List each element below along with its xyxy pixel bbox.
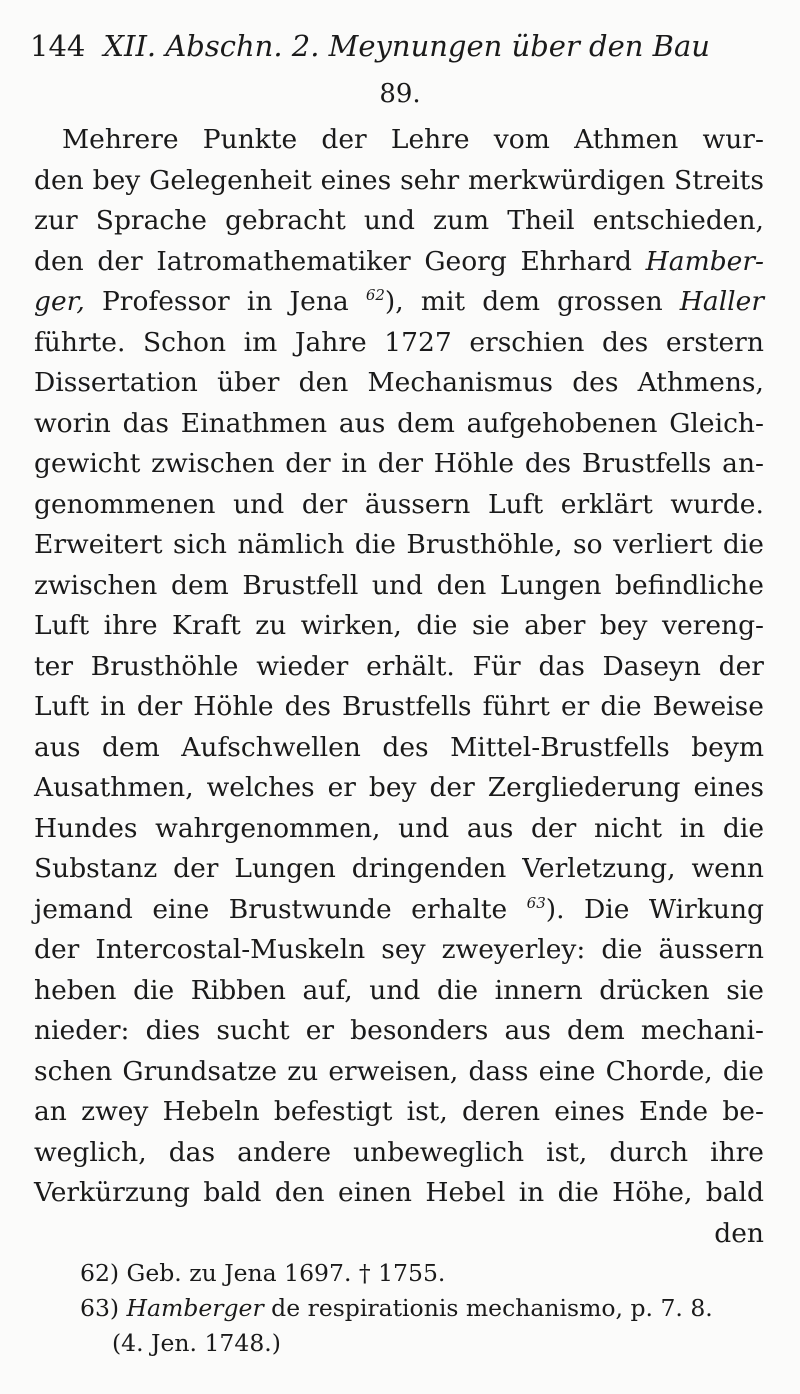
- word: die: [600, 691, 642, 722]
- word: Erweitert: [34, 529, 163, 560]
- word: die: [354, 529, 396, 560]
- word: Für: [472, 650, 521, 682]
- word: wahrgenommen,: [155, 812, 381, 844]
- text-line: [34, 606, 764, 647]
- word: das: [538, 650, 585, 682]
- word: Daseyn: [602, 650, 701, 682]
- word: Georg: [424, 245, 507, 277]
- word: in: [341, 448, 367, 479]
- word: vom: [493, 124, 550, 155]
- word: Intercostal-Muskeln: [95, 934, 366, 965]
- word: der: [530, 812, 577, 844]
- word: erstern: [665, 326, 764, 358]
- word: worin: [34, 407, 111, 439]
- text-line: [34, 687, 764, 728]
- word: aus: [466, 812, 514, 844]
- word: Die: [584, 893, 630, 925]
- word: an: [34, 1096, 67, 1127]
- word: Hamber-: [645, 245, 764, 277]
- word: die: [436, 974, 479, 1006]
- word: Hebel: [425, 1177, 506, 1208]
- word: des: [382, 731, 429, 763]
- word: mechani-: [640, 1015, 764, 1046]
- word: zu: [255, 610, 287, 641]
- word: Höhe,: [612, 1177, 693, 1208]
- word: sich: [173, 529, 227, 560]
- word: Brustfells: [342, 691, 472, 722]
- word: wenn: [691, 853, 764, 884]
- word: Zergliederung: [487, 772, 681, 803]
- word: über: [217, 367, 280, 398]
- word: sie: [726, 974, 764, 1006]
- word: sie: [471, 610, 510, 641]
- word: der: [136, 691, 183, 722]
- word: aus: [338, 407, 386, 439]
- footnote-63-continued-text: (4. Jen. 1748.): [112, 1329, 281, 1357]
- word: erschien: [469, 326, 585, 358]
- word: wirken,: [300, 610, 402, 641]
- word: er: [560, 691, 590, 722]
- word: wieder: [256, 650, 349, 682]
- word: Brustfells: [581, 448, 712, 479]
- word: gewicht: [34, 448, 141, 479]
- word: Brusthöhle,: [406, 529, 563, 560]
- word: ist,: [406, 1096, 448, 1127]
- word: Kraft: [172, 610, 241, 641]
- word: Substanz: [34, 853, 158, 884]
- word: im: [243, 326, 278, 358]
- word: nieder:: [34, 1015, 130, 1046]
- word: wur-: [702, 124, 764, 155]
- word: ger,: [34, 286, 85, 317]
- word: Jahre: [294, 326, 367, 358]
- word: die: [722, 529, 764, 560]
- word: aber: [524, 610, 586, 641]
- word: Brustwunde: [228, 893, 392, 925]
- section-number: 89.: [379, 79, 421, 109]
- word: bey: [368, 772, 417, 803]
- word: Ausathmen,: [34, 772, 194, 803]
- word: Schon: [142, 326, 227, 358]
- text-line: [34, 444, 764, 485]
- word: zweyerley:: [441, 934, 586, 965]
- word: aufgehobenen: [466, 407, 658, 439]
- word: in: [100, 691, 126, 722]
- word: und: [363, 205, 415, 236]
- word: des: [602, 326, 649, 358]
- word: und: [369, 974, 421, 1006]
- word: einen: [338, 1177, 412, 1208]
- word: der: [321, 124, 367, 155]
- text-line: [34, 323, 764, 364]
- word: bey: [599, 610, 648, 641]
- word: erhalte: [411, 893, 508, 925]
- word: des: [524, 448, 572, 479]
- word: dringenden: [351, 853, 507, 884]
- word: jemand: [34, 893, 133, 925]
- word: er: [305, 1015, 335, 1046]
- word: Brusthöhle: [90, 650, 239, 682]
- word: mit: [420, 286, 466, 317]
- word: Punkte: [202, 124, 298, 155]
- word: und: [398, 812, 450, 844]
- text-line: [34, 890, 764, 931]
- word: Gleich-: [669, 407, 764, 439]
- word: in: [246, 286, 273, 317]
- word: $^{63}$).: [526, 893, 565, 925]
- word: ist,: [546, 1136, 588, 1168]
- text-line: [34, 971, 764, 1012]
- footnote-63: [80, 1291, 770, 1326]
- word: Mittel-Brustfells: [450, 731, 670, 763]
- word: dem: [482, 286, 540, 317]
- text-line: [34, 728, 764, 769]
- word: auf,: [302, 974, 353, 1006]
- word: Hebeln: [162, 1096, 260, 1127]
- word: zur: [34, 205, 78, 236]
- word: an-: [722, 448, 764, 479]
- text-line: [34, 201, 764, 242]
- word: äussern: [658, 934, 764, 965]
- word: Ehrhard: [520, 245, 633, 277]
- word: den: [298, 367, 349, 398]
- word: bey: [92, 164, 141, 196]
- word: den: [34, 245, 84, 277]
- word: äussern: [364, 488, 471, 520]
- word: das: [122, 407, 170, 439]
- word: zwischen: [151, 448, 275, 479]
- word: Ende: [639, 1096, 709, 1127]
- text-line: [34, 1133, 764, 1174]
- word: aus: [34, 731, 81, 763]
- text-line: [34, 485, 764, 526]
- text-line: [34, 930, 764, 971]
- word: die: [133, 974, 175, 1006]
- word: gebracht: [225, 205, 346, 236]
- word: 1727: [384, 326, 452, 358]
- word: drücken: [599, 974, 710, 1006]
- word: dem: [101, 731, 160, 763]
- word: nämlich: [237, 529, 345, 560]
- word: dem: [397, 407, 455, 439]
- word: Haller: [679, 286, 764, 317]
- footnotes: [80, 1256, 770, 1361]
- word: so: [573, 529, 603, 560]
- text-line: [34, 404, 764, 445]
- word: eine: [538, 1055, 596, 1087]
- word: eines: [320, 164, 392, 196]
- word: Lehre: [390, 124, 470, 155]
- word: bald: [705, 1177, 764, 1208]
- text-line: [34, 120, 764, 161]
- word: merkwürdigen: [468, 164, 666, 196]
- word: dass: [468, 1055, 529, 1087]
- word: eines: [554, 1096, 625, 1127]
- word: Aufschwellen: [181, 731, 361, 763]
- text-line: [34, 647, 764, 688]
- text-line: [34, 363, 764, 404]
- word: der: [97, 245, 143, 277]
- word: ihre: [103, 610, 158, 641]
- word: in: [679, 812, 706, 844]
- page-number: 144: [30, 29, 86, 63]
- word: be-: [722, 1096, 764, 1127]
- word: und: [371, 569, 424, 601]
- word: sehr: [400, 164, 460, 196]
- word: Gelegenheit: [149, 164, 312, 196]
- word: deren: [461, 1096, 541, 1127]
- text-line: [34, 566, 764, 607]
- word: der: [301, 488, 348, 520]
- word: bald: [203, 1177, 262, 1208]
- word: besonders: [350, 1015, 489, 1046]
- word: Mehrere: [62, 124, 179, 155]
- word: befestigt: [273, 1096, 393, 1127]
- footnote-62: [80, 1256, 770, 1291]
- word: Verkürzung: [34, 1177, 190, 1208]
- word: nicht: [593, 812, 663, 844]
- word: eine: [152, 893, 210, 925]
- word: Theil: [507, 205, 575, 236]
- word: der: [285, 448, 331, 479]
- word: Verletzung,: [522, 853, 676, 884]
- word: welches: [206, 772, 315, 803]
- text-line: [34, 1173, 764, 1214]
- word: $^{62}$),: [365, 286, 404, 317]
- running-title: XII. Abschn. 2. Meynungen über den Bau: [103, 29, 710, 63]
- word: Luft: [34, 610, 90, 641]
- text-line: [34, 768, 764, 809]
- word: des: [572, 367, 619, 398]
- word: ihre: [710, 1136, 764, 1168]
- word: genommenen: [34, 488, 216, 520]
- word: des: [284, 691, 331, 722]
- word: Athmens,: [637, 367, 764, 398]
- word: dem: [171, 569, 229, 601]
- word: erweisen,: [328, 1055, 459, 1087]
- word: die: [416, 610, 458, 641]
- word: Wirkung: [648, 893, 764, 925]
- body-text: [34, 120, 764, 1254]
- word: der: [173, 853, 219, 884]
- word: zum: [433, 205, 490, 236]
- word: Brustfell: [242, 569, 359, 601]
- word: entschieden,: [592, 205, 764, 236]
- word: wurde.: [670, 488, 764, 520]
- text-line: [34, 1092, 764, 1133]
- text-line: [34, 282, 764, 323]
- word: Beweise: [652, 691, 764, 722]
- word: erklärt: [560, 488, 653, 520]
- word: sucht: [216, 1015, 290, 1046]
- word: und: [233, 488, 285, 520]
- word: die: [722, 1055, 764, 1087]
- word: in: [518, 1177, 545, 1208]
- word: zwey: [81, 1096, 149, 1127]
- word: führte.: [34, 326, 126, 358]
- word: Athmen: [574, 124, 679, 155]
- word: grossen: [557, 286, 663, 317]
- word: schen: [34, 1055, 113, 1087]
- word: beym: [691, 731, 764, 763]
- word: den: [274, 1177, 325, 1208]
- word: führt: [482, 691, 550, 722]
- word: aus: [504, 1015, 551, 1046]
- text-line: [34, 849, 764, 890]
- word: der: [34, 934, 80, 965]
- word: den: [714, 1217, 764, 1249]
- word: ter: [34, 650, 73, 682]
- word: den: [34, 164, 84, 196]
- word: Höhle: [433, 448, 515, 479]
- word: Lungen: [499, 569, 602, 601]
- word: Luft: [487, 488, 544, 520]
- word: innern: [494, 974, 583, 1006]
- word: Professor: [101, 286, 230, 317]
- word: die: [601, 934, 643, 965]
- word: die: [722, 812, 764, 844]
- word: Jena: [289, 286, 349, 317]
- word: Lungen: [234, 853, 336, 884]
- word: Grundsatze: [122, 1055, 278, 1087]
- footnote-63-text: 63) Hamberger de respirationis mechanismo, p. 7. 8.: [80, 1294, 713, 1322]
- word: weglich,: [34, 1136, 147, 1168]
- word: der: [377, 448, 424, 479]
- word: Luft: [34, 691, 90, 722]
- word: er: [327, 772, 356, 803]
- word: durch: [609, 1136, 689, 1168]
- word: Einathmen: [180, 407, 328, 439]
- word: erhält.: [366, 650, 455, 682]
- word: befindliche: [615, 569, 764, 601]
- word: der: [429, 772, 475, 803]
- word: dem: [567, 1015, 625, 1046]
- word: dies: [145, 1015, 201, 1046]
- running-header: [30, 22, 710, 70]
- footnote-63-continued: [80, 1326, 770, 1361]
- text-line: [34, 1011, 764, 1052]
- word: vereng-: [662, 610, 764, 641]
- text-line: [34, 242, 764, 283]
- word: die: [557, 1177, 599, 1208]
- word: den: [436, 569, 487, 601]
- word: zu: [287, 1055, 319, 1087]
- word: heben: [34, 974, 117, 1006]
- word: Dissertation: [34, 367, 198, 398]
- word: Ribben: [190, 974, 286, 1006]
- word: Streits: [674, 164, 764, 196]
- footnote-62-text: 62) Geb. zu Jena 1697. † 1755.: [80, 1259, 446, 1287]
- word: andere: [237, 1136, 332, 1168]
- word: verliert: [613, 529, 713, 560]
- text-line: [34, 809, 764, 850]
- text-line: [34, 161, 764, 202]
- word: zwischen: [34, 569, 158, 601]
- word: Höhle: [193, 691, 274, 722]
- word: Hundes: [34, 812, 138, 844]
- word: Chorde,: [605, 1055, 713, 1087]
- text-line: [34, 1052, 764, 1093]
- text-line: [34, 1214, 764, 1255]
- word: Mechanismus: [367, 367, 554, 398]
- word: sey: [381, 934, 426, 965]
- word: Iatromathematiker: [156, 245, 411, 277]
- word: Sprache: [95, 205, 207, 236]
- word: der: [718, 650, 764, 682]
- text-line: [34, 525, 764, 566]
- word: das: [168, 1136, 216, 1168]
- word: unbeweglich: [353, 1136, 525, 1168]
- word: eines: [693, 772, 764, 803]
